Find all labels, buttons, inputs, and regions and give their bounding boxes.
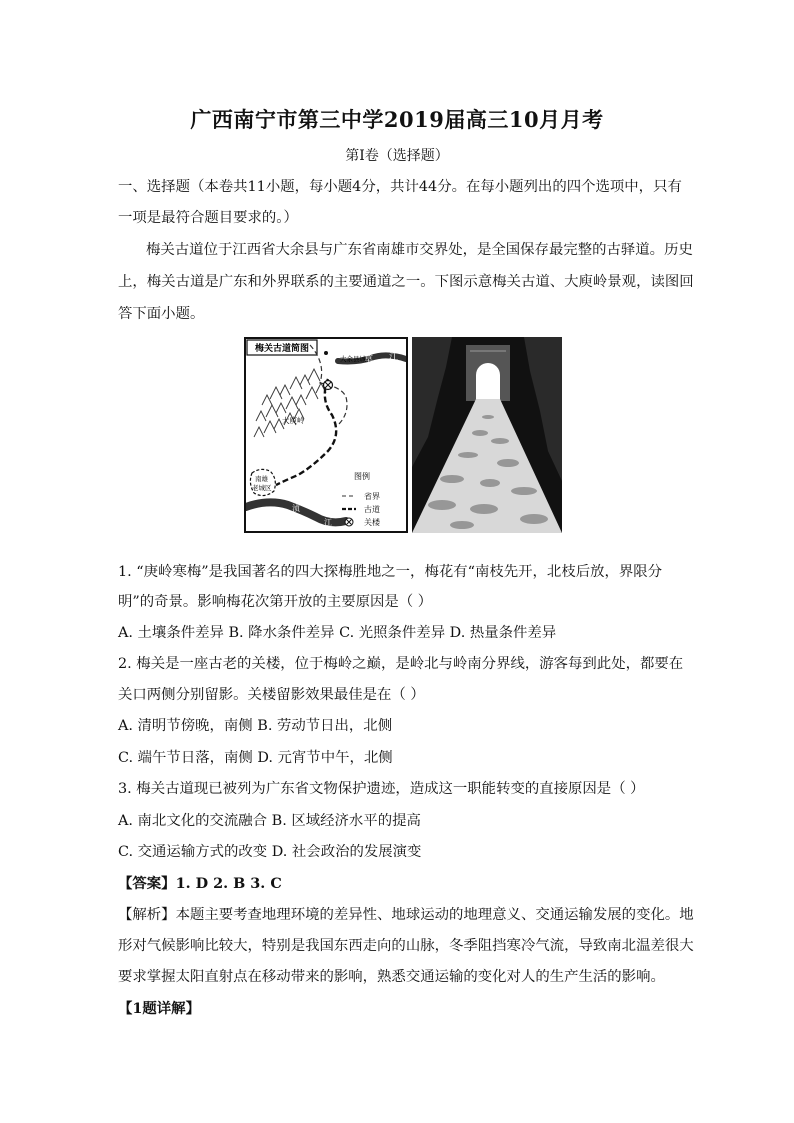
question-2-stem-cont: 关口两侧分别留影。关楼留影效果最佳是在（ ）: [118, 687, 425, 703]
analysis-line: 要求掌握太阳直射点在移动带来的影响，熟悉交通运输的变化对人的生产生活的影响。: [118, 969, 665, 985]
question-1-options: A. 土壤条件差异 B. 降水条件差异 C. 光照条件差异 D. 热量条件差异: [118, 625, 557, 641]
map-nanxiong-label: 南雄: [255, 475, 268, 483]
section-subtitle: 第Ⅰ卷（选择题）: [345, 148, 449, 164]
map-nanxiong-label: 老城区: [252, 484, 272, 492]
map-river-label: 江: [389, 353, 399, 363]
map-river-label: 章: [364, 354, 374, 364]
question-2-options-cd: C. 端午节日落，南侧 D. 元宵节中午，北侧: [118, 750, 393, 766]
question-1-stem-cont: 明”的奇景。影响梅花次第开放的主要原因是（ ）: [118, 594, 433, 610]
question-3-options-ab: A. 南北文化的交流融合 B. 区域经济水平的提高: [118, 813, 421, 829]
map-legend-item: 关楼: [364, 518, 380, 527]
map-legend-item: 古道: [364, 505, 380, 514]
analysis-line: 【解析】本题主要考查地理环境的差异性、地球运动的地理意义、交通运输发展的变化。地: [118, 907, 694, 923]
map-river-label: 江: [324, 518, 332, 527]
section-instructions-cont: 一项是最符合题目要求的。）: [118, 210, 298, 226]
map-mountain-label: 大庾岭: [282, 416, 305, 425]
question-3-stem: 3. 梅关古道现已被列为广东省文物保护遗迹，造成这一职能转变的直接原因是（ ）: [118, 781, 645, 797]
meiguan-map: [244, 337, 408, 533]
analysis-line: 形对气候影响比较大，特别是我国东西走向的山脉，冬季阻挡寒冷气流，导致南北温差很大: [118, 938, 694, 954]
answer-line: 【答案】1. D 2. B 3. C: [118, 875, 282, 892]
ancient-road-photo: [412, 337, 562, 533]
question-2-stem: 2. 梅关是一座古老的关楼，位于梅岭之巅，是岭北与岭南分界线，游客每到此处，都要在: [118, 656, 684, 672]
map-legend-item: 省界: [364, 492, 380, 501]
figure: [244, 337, 562, 533]
passage-line: 梅关古道位于江西省大余县与广东省南雄市交界处，是全国保存最完整的古驿道。历史: [146, 242, 693, 258]
map-dayu-label: 大余县城: [340, 355, 366, 363]
question-3-options-cd: C. 交通运输方式的改变 D. 社会政治的发展演变: [118, 844, 422, 860]
question-1-stem: 1. “庚岭寒梅”是我国著名的四大探梅胜地之一，梅花有“南枝先开，北枝后放，界限分: [118, 564, 663, 580]
page-title: 广西南宁市第三中学2019届高三10月月考: [190, 107, 604, 132]
map-legend-title: 图例: [354, 472, 370, 481]
map-river-label: 浈: [292, 504, 300, 513]
passage-line: 答下面小题。: [118, 306, 205, 322]
section-instructions: 一、选择题（本卷共11小题，每小题4分，共计44分。在每小题列出的四个选项中，只有: [118, 179, 682, 195]
detail-heading: 【1题详解】: [118, 1000, 200, 1017]
passage-line: 上，梅关古道是广东和外界联系的主要通道之一。下图示意梅关古道、大庾岭景观，读图回: [118, 274, 694, 290]
question-2-options-ab: A. 清明节傍晚，南侧 B. 劳动节日出，北侧: [118, 718, 393, 734]
map-title: 梅关古道简图: [254, 344, 310, 354]
